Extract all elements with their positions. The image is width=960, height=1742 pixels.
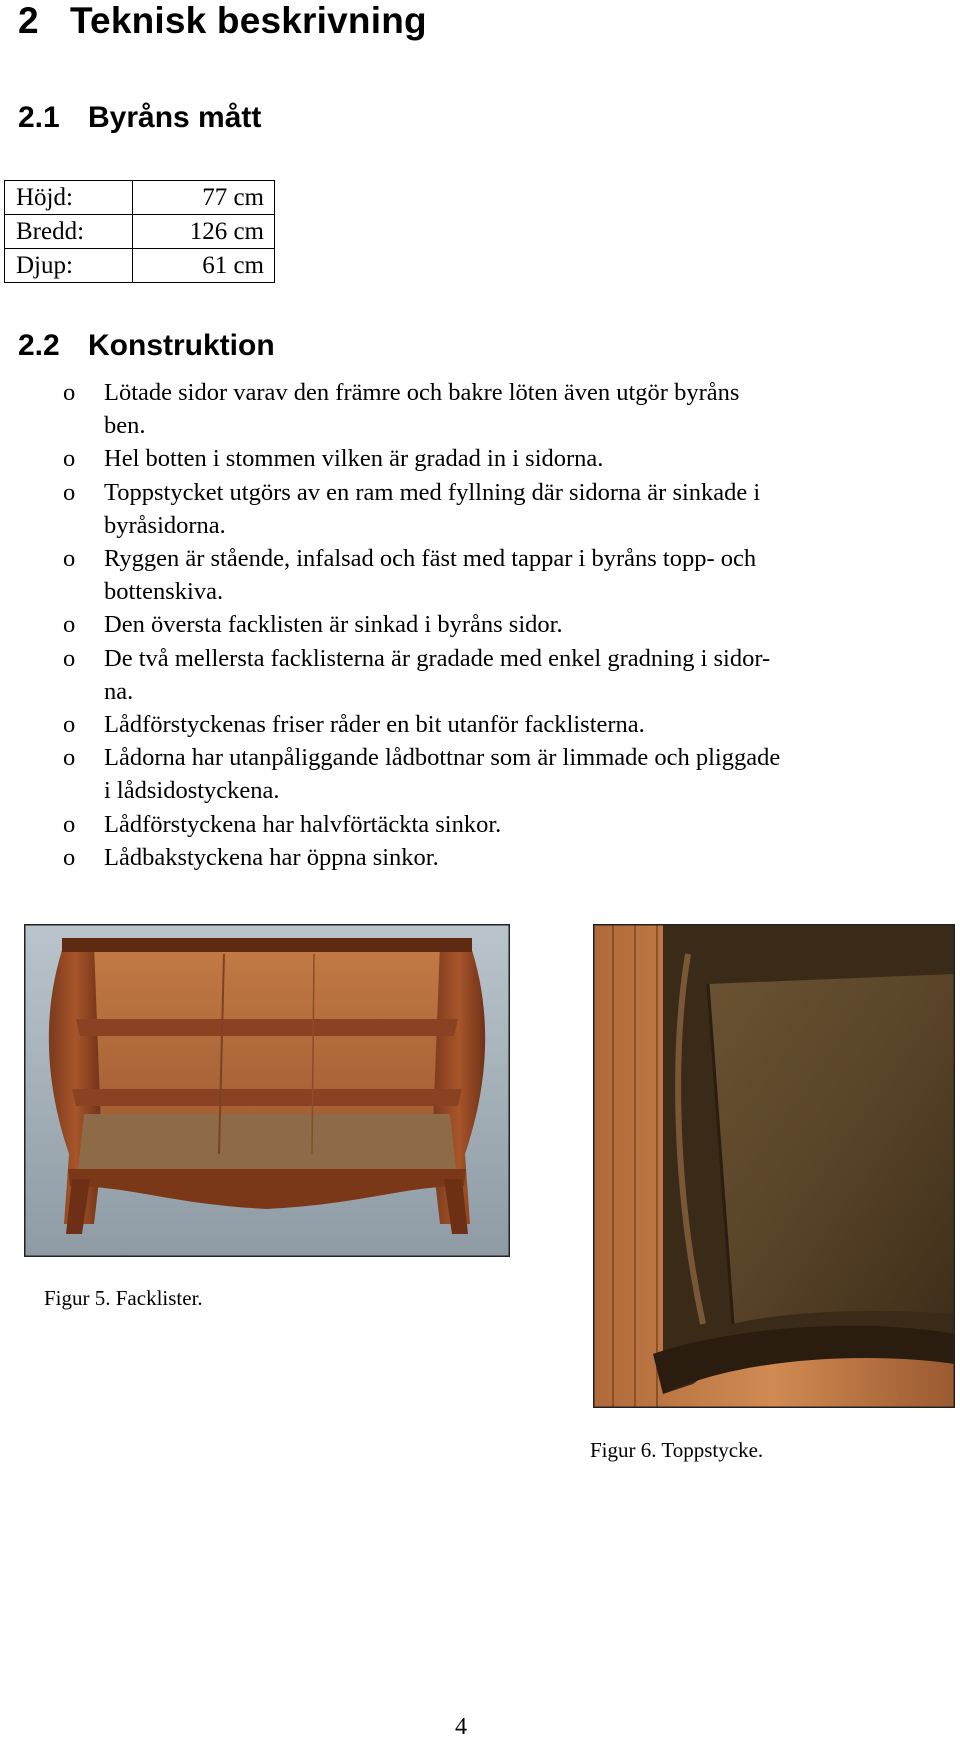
bullet-marker: o xyxy=(63,711,76,739)
list-item xyxy=(0,608,920,641)
chest-carcass-image xyxy=(24,924,510,1257)
section-number: 2.2 xyxy=(18,329,60,362)
figure-5-photo xyxy=(24,924,510,1257)
bullet-marker: o xyxy=(63,379,76,406)
figure-5-caption: Figur 5. Facklister. xyxy=(44,1286,203,1310)
list-item-line: Hel botten i stommen vilken är gradad in i sidorna. xyxy=(104,445,604,473)
page-number: 4 xyxy=(455,1714,467,1740)
list-item-line: Lådbakstyckena har öppna sinkor. xyxy=(104,843,439,871)
bullet-marker: o xyxy=(63,644,76,672)
list-item xyxy=(0,376,920,442)
list-item-line: Den översta facklisten är sinkad i byråns sidor. xyxy=(104,611,563,639)
dimension-value: 126 cm xyxy=(133,215,275,249)
section-heading-construction xyxy=(18,329,275,363)
bullet-marker: o xyxy=(63,810,76,838)
list-item xyxy=(0,808,920,841)
bullet-marker: o xyxy=(63,744,76,772)
dimension-value: 61 cm xyxy=(133,249,275,283)
list-item xyxy=(0,708,920,741)
list-item-line: Lådorna har utanpåliggande lådbottnar som är limmade och pliggade xyxy=(104,744,781,772)
list-item xyxy=(0,741,920,807)
section-title: Byråns mått xyxy=(88,101,262,134)
dimension-label: Djup: xyxy=(5,249,133,283)
list-item-line: Toppstycket utgörs av en ram med fyllning där sidorna är sinkade i xyxy=(104,478,761,506)
dimensions-table xyxy=(4,180,275,283)
list-item-line: ben. xyxy=(104,412,146,440)
top-piece-image xyxy=(593,924,955,1408)
list-item-line: byråsidorna. xyxy=(104,511,226,539)
list-item-line: De två mellersta facklisterna är gradade med enkel gradning i sidor- xyxy=(104,644,771,672)
list-item-line: bottenskiva. xyxy=(104,578,224,606)
list-item xyxy=(0,476,920,542)
list-item xyxy=(0,642,920,708)
table-row xyxy=(5,249,275,283)
figure-6-photo xyxy=(593,924,955,1408)
table-row xyxy=(5,215,275,249)
bullet-marker: o xyxy=(63,843,76,871)
table-row xyxy=(5,181,275,215)
list-item xyxy=(0,542,920,608)
list-item xyxy=(0,841,920,874)
list-item-line: Lötade sidor varav den främre och bakre löten även utgör byråns xyxy=(104,379,740,406)
bullet-marker: o xyxy=(63,611,76,639)
dimension-label: Bredd: xyxy=(5,215,133,249)
bullet-marker: o xyxy=(63,545,76,573)
list-item-line: Ryggen är stående, infalsad och fäst med tappar i byråns topp- och xyxy=(104,545,757,573)
dimension-value: 77 cm xyxy=(133,181,275,215)
list-item-line: i lådsidostyckena. xyxy=(104,777,280,805)
list-item-line: Lådförstyckena har halvförtäckta sinkor. xyxy=(104,810,502,838)
page-title xyxy=(18,0,427,42)
bullet-marker: o xyxy=(63,478,76,506)
dimension-label: Höjd: xyxy=(5,181,133,215)
figure-6-caption: Figur 6. Toppstycke. xyxy=(590,1438,764,1462)
list-item xyxy=(0,442,920,475)
section-heading-dimensions xyxy=(18,101,261,135)
page-title-text: Teknisk beskrivning xyxy=(70,0,427,41)
construction-list xyxy=(0,376,920,874)
section-title: Konstruktion xyxy=(88,329,275,362)
section-number: 2.1 xyxy=(18,101,60,134)
bullet-marker: o xyxy=(63,445,76,473)
list-item-line: na. xyxy=(104,677,134,705)
page-title-number: 2 xyxy=(18,0,39,41)
list-item-line: Lådförstyckenas friser råder en bit utanför facklisterna. xyxy=(104,711,645,739)
